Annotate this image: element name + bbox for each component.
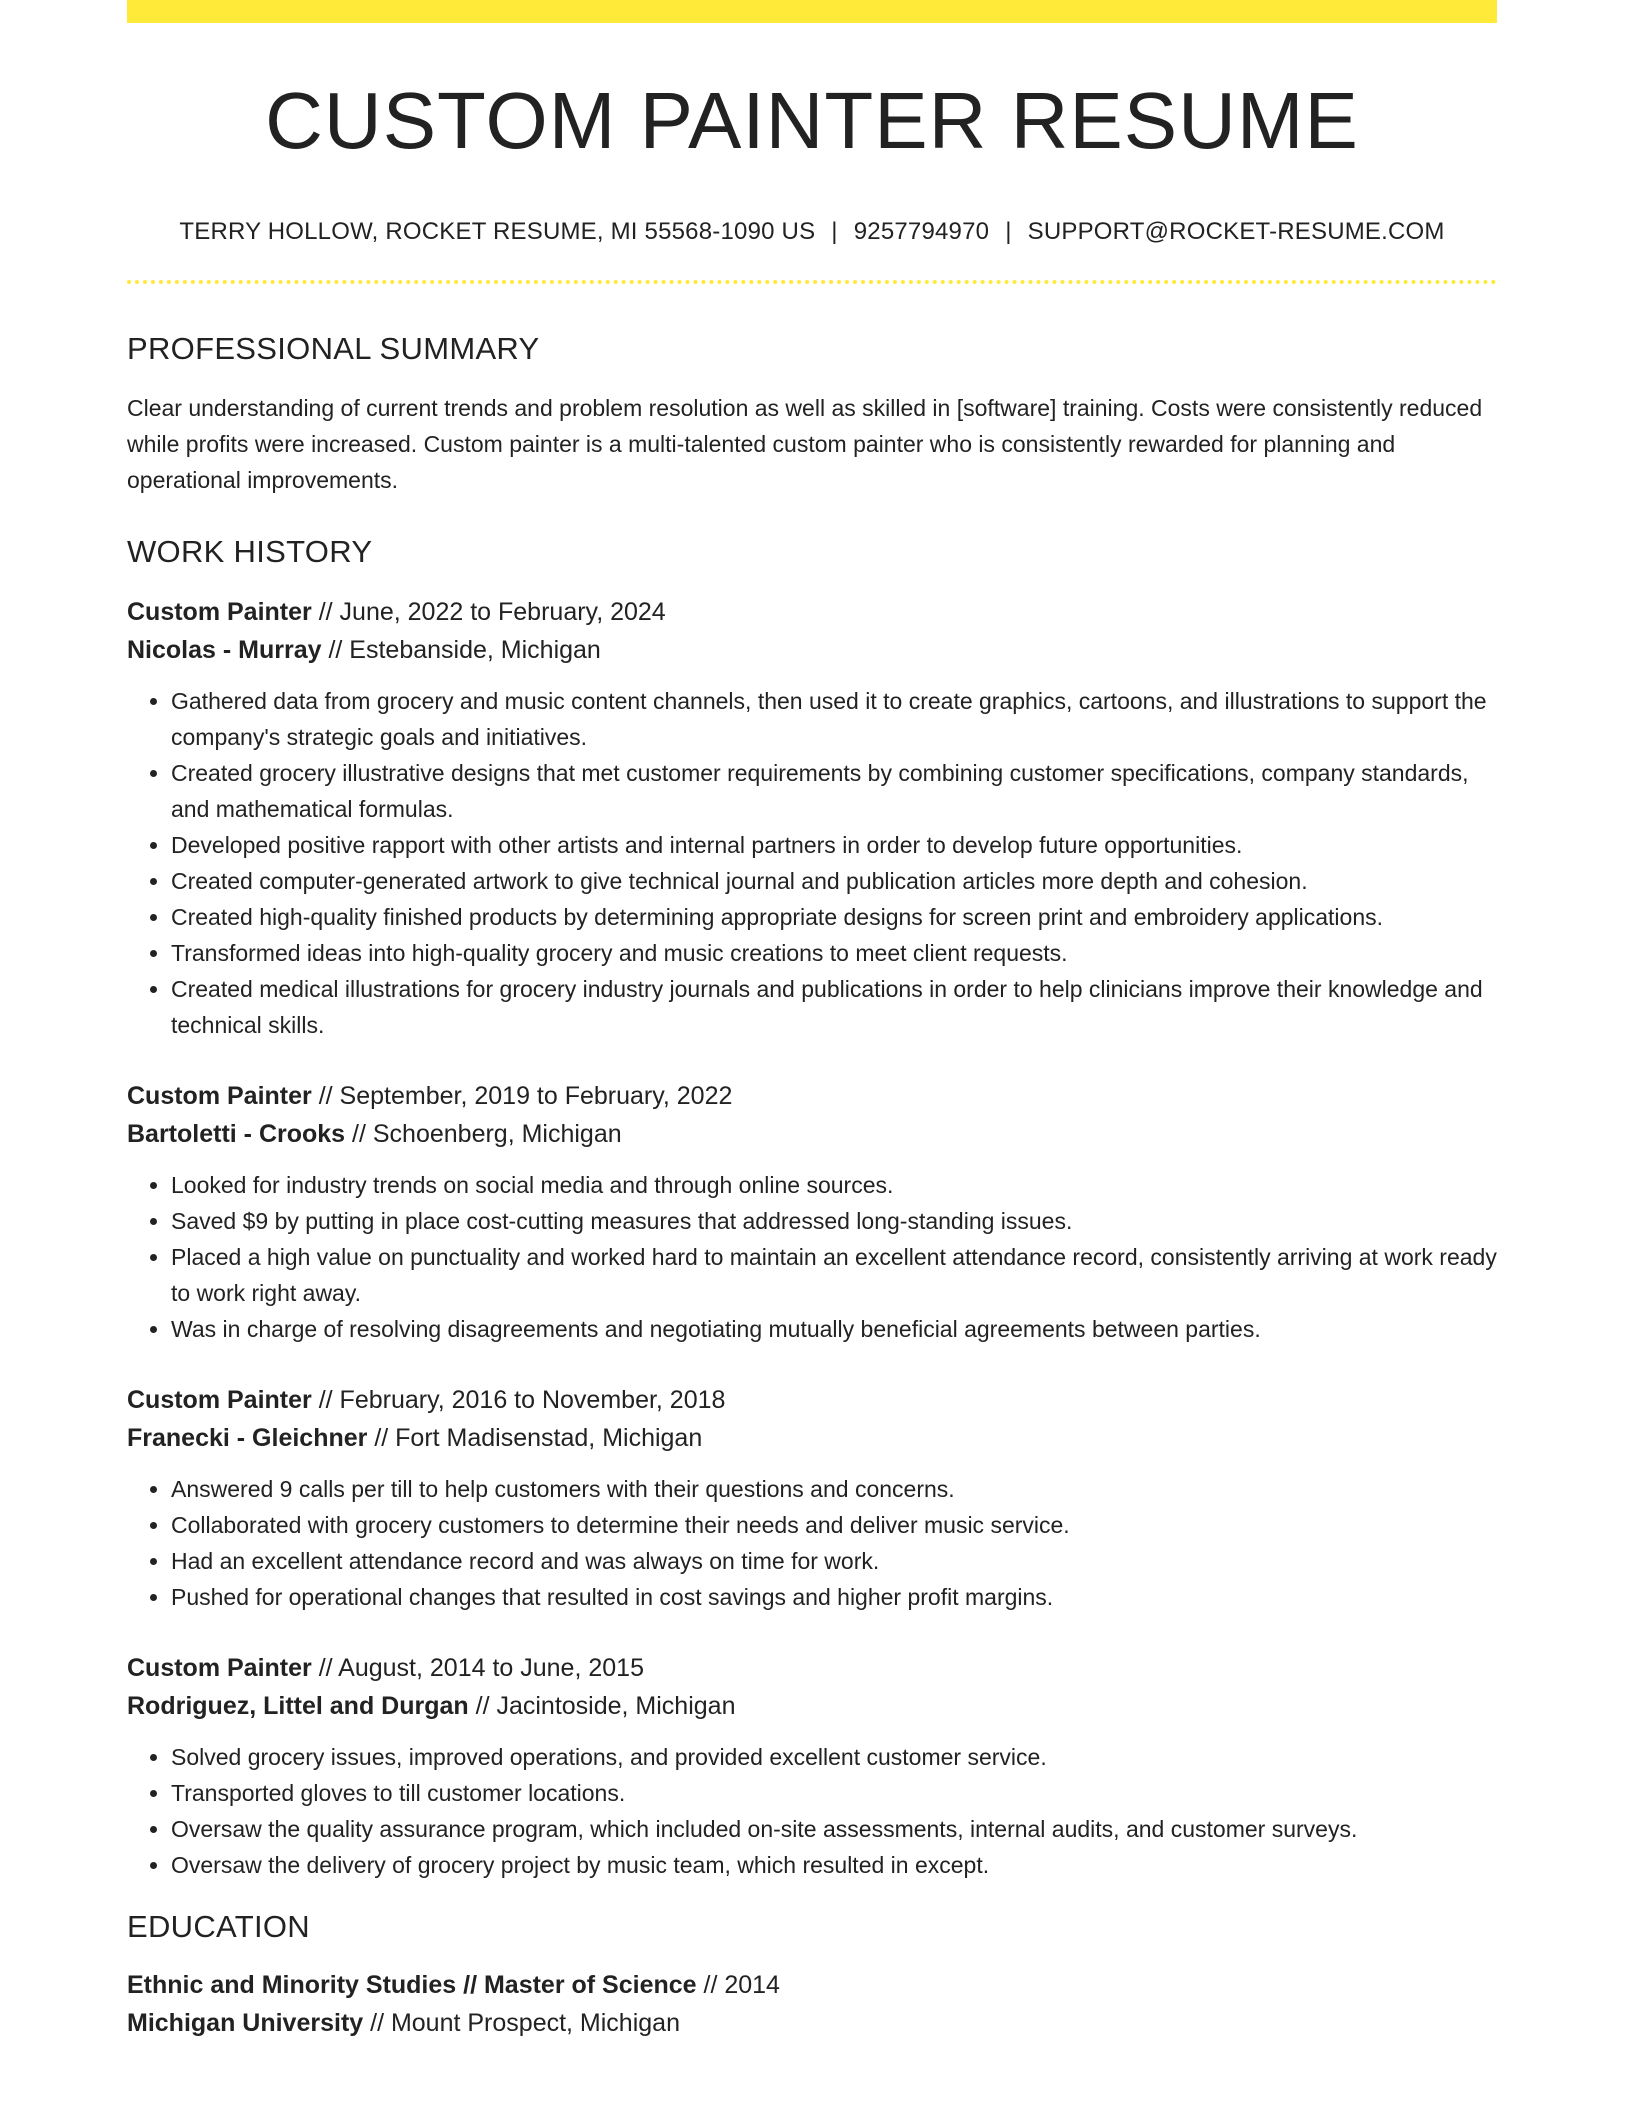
education-school: Michigan University: [127, 2009, 364, 2037]
job-title: Custom Painter: [127, 1386, 312, 1414]
education-degree: Ethnic and Minority Studies // Master of Science: [127, 1971, 697, 1999]
job-location: // Fort Madisenstad, Michigan: [367, 1424, 703, 1452]
work-history-heading: WORK HISTORY: [127, 534, 373, 569]
job-dates: // June, 2022 to February, 2024: [311, 598, 666, 626]
job-bullet: • Created medical illustrations for grocery industry journals and publications in order to help clinicians improve their knowledge and technical skills.: [171, 971, 1497, 1043]
job-bullet: • Looked for industry trends on social media and through online sources.: [171, 1167, 1497, 1203]
work-history-list: [127, 593, 1497, 1883]
contact-email: SUPPORT@ROCKET-RESUME.COM: [1027, 218, 1445, 245]
job-bullet: • Developed positive rapport with other artists and internal partners in order to develop future opportunities.: [171, 827, 1497, 863]
education-year: // 2014: [696, 1971, 780, 1999]
education-entry: [127, 1966, 1497, 2042]
job-company: Bartoletti - Crooks: [127, 1120, 346, 1148]
job-title: Custom Painter: [127, 598, 312, 626]
job-location: // Schoenberg, Michigan: [345, 1120, 622, 1148]
job-company: Franecki - Gleichner: [127, 1424, 368, 1452]
job-title-line: [127, 593, 1497, 631]
contact-address: TERRY HOLLOW, ROCKET RESUME, MI 55568-1090 US: [179, 218, 816, 245]
job-dates: // August, 2014 to June, 2015: [311, 1654, 644, 1682]
job-bullet: • Gathered data from grocery and music content channels, then used it to create graphics, cartoons, and illustrations to support the company's strategic goals and initiatives.: [171, 683, 1497, 755]
job-bullet: • Created high-quality finished products by determining appropriate designs for screen print and embroidery applications.: [171, 899, 1497, 935]
job-company-line: [127, 1419, 1497, 1457]
job-bullet: • Created computer-generated artwork to give technical journal and publication articles more depth and cohesion.: [171, 863, 1497, 899]
contact-separator: |: [831, 218, 838, 245]
job-bullet: • Placed a high value on punctuality and worked hard to maintain an excellent attendance record, consistently arriving at work ready to work right away.: [171, 1239, 1497, 1311]
summary-heading: PROFESSIONAL SUMMARY: [127, 331, 540, 366]
contact-line: [127, 218, 1497, 246]
job-company-line: [127, 1687, 1497, 1725]
job-bullet: • Transformed ideas into high-quality grocery and music creations to meet client requests.: [171, 935, 1497, 971]
job-title: Custom Painter: [127, 1082, 312, 1110]
job-location: // Jacintoside, Michigan: [468, 1692, 736, 1720]
dotted-divider: [127, 280, 1497, 284]
job-bullet: • Oversaw the delivery of grocery project by music team, which resulted in except.: [171, 1847, 1497, 1883]
job-bullets: [127, 1739, 1497, 1883]
education-school-line: [127, 2004, 1497, 2042]
job-entry: [127, 1381, 1497, 1615]
education-list: [127, 1966, 1497, 2042]
job-bullet: • Was in charge of resolving disagreements and negotiating mutually beneficial agreements between parties.: [171, 1311, 1497, 1347]
job-entry: [127, 1649, 1497, 1883]
job-bullet: • Answered 9 calls per till to help customers with their questions and concerns.: [171, 1471, 1497, 1507]
page-title: CUSTOM PAINTER RESUME: [265, 76, 1359, 165]
job-entry: [127, 1077, 1497, 1347]
job-dates: // September, 2019 to February, 2022: [311, 1082, 733, 1110]
job-title: Custom Painter: [127, 1654, 312, 1682]
education-degree-line: [127, 1966, 1497, 2004]
job-bullet: • Transported gloves to till customer locations.: [171, 1775, 1497, 1811]
job-bullets: [127, 1471, 1497, 1615]
job-location: // Estebanside, Michigan: [321, 636, 601, 664]
job-title-line: [127, 1649, 1497, 1687]
job-bullet: • Saved $9 by putting in place cost-cutting measures that addressed long-standing issues.: [171, 1203, 1497, 1239]
job-bullet: • Pushed for operational changes that resulted in cost savings and higher profit margins.: [171, 1579, 1497, 1615]
summary-text: Clear understanding of current trends and problem resolution as well as skilled in [software] training. Costs were consistently reduced while profits were increased. Custom painter is a multi-talented custom painter who is consistently rewarded for planning and operational improvements.: [127, 395, 1483, 493]
job-bullet: • Created grocery illustrative designs that met customer requirements by combining customer specifications, company standards, and mathematical formulas.: [171, 755, 1497, 827]
contact-separator: |: [1005, 218, 1012, 245]
education-heading: EDUCATION: [127, 1909, 310, 1944]
education-location: // Mount Prospect, Michigan: [363, 2009, 680, 2037]
job-title-line: [127, 1381, 1497, 1419]
job-title-line: [127, 1077, 1497, 1115]
job-bullet: • Solved grocery issues, improved operations, and provided excellent customer service.: [171, 1739, 1497, 1775]
job-bullets: [127, 683, 1497, 1043]
job-bullet: • Had an excellent attendance record and was always on time for work.: [171, 1543, 1497, 1579]
contact-phone: 9257794970: [853, 218, 990, 245]
job-company: Rodriguez, Littel and Durgan: [127, 1692, 469, 1720]
job-bullet: • Collaborated with grocery customers to determine their needs and deliver music service.: [171, 1507, 1497, 1543]
top-accent-bar: [127, 0, 1497, 23]
job-company: Nicolas - Murray: [127, 636, 322, 664]
job-company-line: [127, 1115, 1497, 1153]
job-dates: // February, 2016 to November, 2018: [311, 1386, 726, 1414]
resume-page: [127, 0, 1497, 2042]
job-entry: [127, 593, 1497, 1043]
job-bullet: • Oversaw the quality assurance program, which included on-site assessments, internal audits, and customer surveys.: [171, 1811, 1497, 1847]
job-bullets: [127, 1167, 1497, 1347]
job-company-line: [127, 631, 1497, 669]
